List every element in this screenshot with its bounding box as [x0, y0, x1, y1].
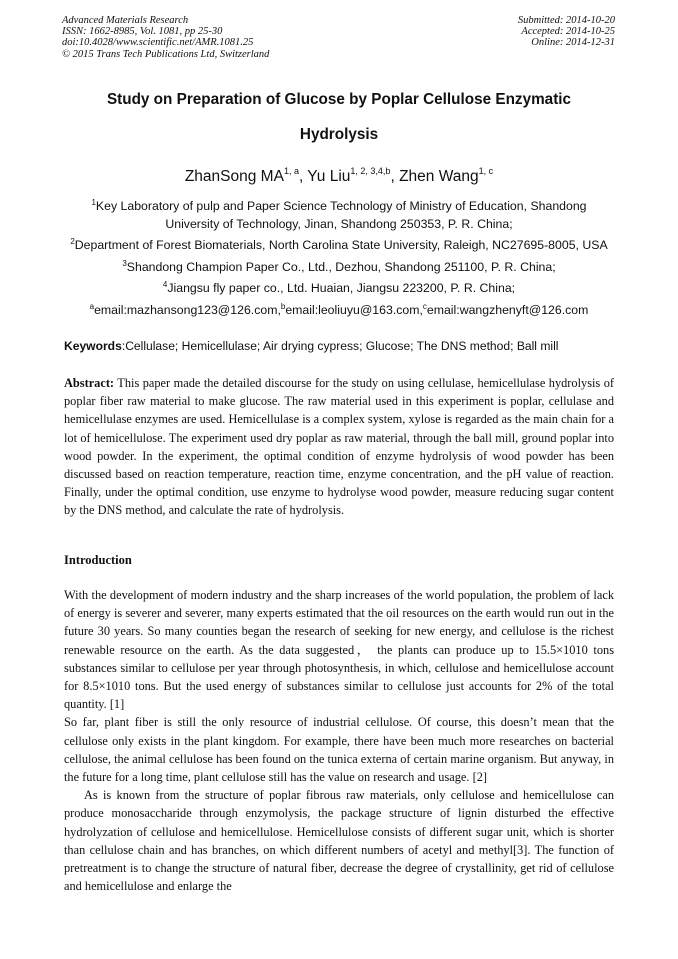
author-affiliation-marker: 1, c [478, 166, 494, 176]
journal-issn: ISSN: 1662-8985, Vol. 1081, pp 25-30 [62, 26, 223, 38]
affiliation-3: $^3$Shandong Champion Paper Co., Ltd., Dezhou, Shandong 251100, P. R. China; [122, 258, 556, 274]
author-name: Yu Liu [307, 168, 351, 186]
author-name: ZhanSong MA [184, 168, 284, 186]
journal-name: Advanced Materials Research [62, 15, 189, 26]
journal-header-right [518, 15, 615, 49]
online-date: Online: 2014-12-31 [531, 37, 615, 49]
section-heading-introduction: Introduction [64, 553, 132, 567]
author-list [40, 167, 638, 186]
journal-doi: doi:10.4028/www.scientific.net/AMR.1081.25 [62, 37, 254, 49]
author-affiliation-marker: 1, 2, 3,4,b [350, 166, 391, 176]
paper-title-line1: Study on Preparation of Glucose by Poplar Cellulose Enzymatic [106, 91, 572, 108]
intro-paragraph-1: With the development of modern industry and the sharp increases of the world population, the problem of lack of energy is severer and severer, many experts estimated that the oil resources on the earth would run out in the future 30 years. So many counties began the research of seeking for new energy, and cellulose is the richest renewable resource on the earth. As the data suggested， the plants can produce up to 15.5×1010 tons substances similar to cellulose per year through photosynthesis, in which, cellulose and hemicellulose account for 8.5×1010 tons. But the used energy of substances similar to cellulose just accounts for 2% of the total quantity. [1] [64, 588, 614, 712]
author-separator: , [298, 168, 308, 186]
introduction-body [64, 586, 614, 895]
author-affiliation-marker: 1, a [283, 166, 299, 176]
abstract-text: This paper made the detailed discourse for the study on using cellulase, hemicellulase hydrolysis of poplar fiber raw material to make glucose. The raw material used in this experiment is poplar, cellulase and hemicellulase enzymes are used. Hemicellulase is a complex system, xylose is regarded as the main chain for a lot of hemicellulose. The experiment used dry poplar as raw material, through the ball mill, ground poplar into wood powder. In the experiment, the optimal condition of enzyme hydrolysis of wood powder has been discussed based on reaction temperature, reaction time, enzyme concentration, and the pH value of reaction. Finally, under the optimal condition, use enzyme to hydrolyse wood powder, measure reducing sugar content by the DNS method, and calculate the rate of hydrolysis. [64, 376, 614, 518]
abstract [64, 374, 614, 520]
email-link-c[interactable]: email:wangzhenyft@126.com [426, 302, 589, 317]
intro-paragraph-2: So far, plant fiber is still the only resource of industrial cellulose. Of course, this doesn’t mean that the cellulose only exists in the plant kingdom. For example, there have been much more researches on bacterial cellulose, the animal cellulose has been found on the tunica externa of certain marine organism. But anyway, in the future for a long time, plant cellulose still has the value on research and usage. [2] [64, 715, 614, 785]
affiliation-2: $^2$Department of Forest Biomaterials, North Carolina State University, Raleigh, NC27695-8005, USA [70, 237, 608, 253]
affiliation-1-cont: University of Technology, Jinan, Shandong 250353, P. R. China; [165, 216, 513, 231]
affiliations [30, 194, 648, 319]
journal-header-left [62, 15, 269, 60]
submitted-date: Submitted: 2014-10-20 [517, 15, 615, 26]
email-link-b[interactable]: email:leoliuyu@163.com, [285, 302, 423, 317]
abstract-label: Abstract: [64, 376, 115, 390]
keywords-label: Keywords [64, 339, 122, 353]
email-link-a[interactable]: email:mazhansong123@126.com, [94, 302, 281, 317]
keywords-list: Cellulase; Hemicellulase; Air drying cypress; Glucose; The DNS method; Ball mill [125, 339, 559, 353]
keywords-separator: : [121, 339, 126, 353]
author-emails: $^a$email:mazhansong123@126.com,$^b$email:leoliuyu@163.com,$^c$email:wangzhenyft@126.com [89, 301, 589, 317]
affiliation-4: $^4$Jiangsu fly paper co., Ltd. Huaian, Jiangsu 223200, P. R. China; [162, 280, 516, 296]
intro-paragraph-3: As is known from the structure of poplar fibrous raw materials, only cellulose and hemicellulose can produce monosaccharide through enzymolysis, the package structure of lignin disturbed the effective hydrolyzation of cellulose and hemicellulose. Hemicellulose consists of different sugar unit, which is shorter than cellulose chain and has branches, on which different numbers of acetyl and methyl[3]. The function of pretreatment is to change the structure of natural fiber, decrease the degree of crystallinity, get rid of cellulose and hemicellulose and enlarge the [64, 788, 614, 894]
keywords [64, 339, 624, 353]
paper-title-line2: Hydrolysis [299, 126, 379, 143]
journal-copyright: © 2015 Trans Tech Publications Ltd, Switzerland [62, 48, 270, 60]
author-name: Zhen Wang [399, 168, 479, 186]
accepted-date: Accepted: 2014-10-25 [521, 26, 615, 38]
affiliation-1: $^1$Key Laboratory of pulp and Paper Science Technology of Ministry of Education, Shandong [91, 198, 587, 214]
author-separator: , [390, 168, 400, 186]
